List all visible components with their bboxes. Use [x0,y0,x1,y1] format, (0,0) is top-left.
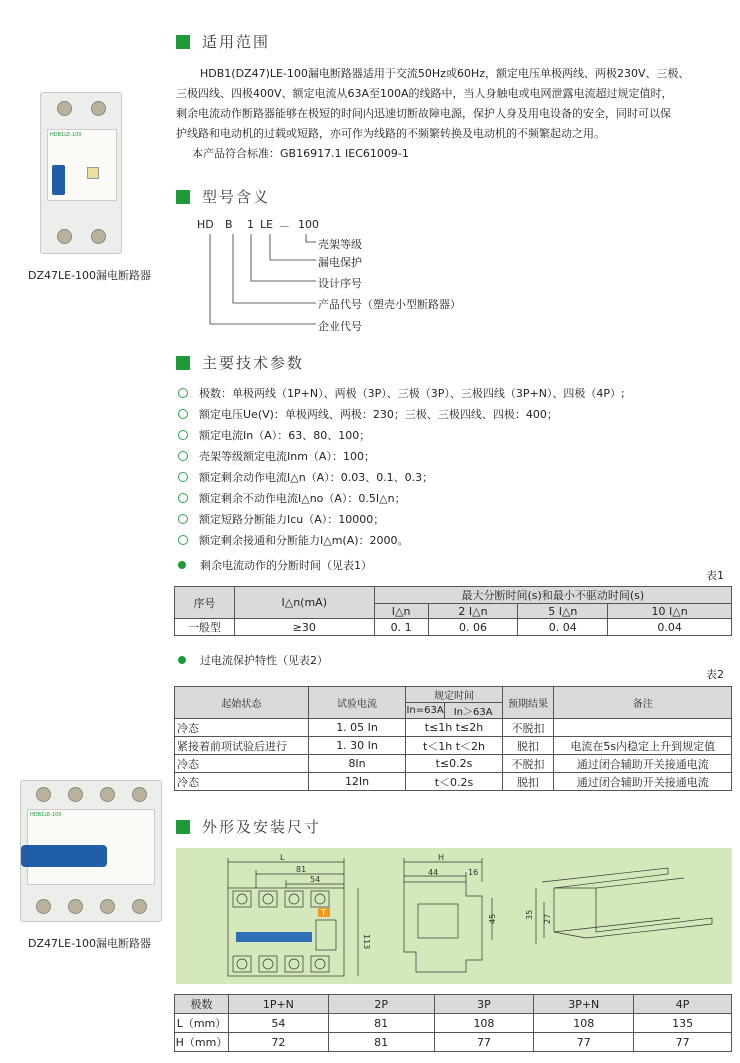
table1-heading: 剩余电流动作的分断时间（见表1） [178,557,372,573]
table1-cell: ≥30 [234,619,374,636]
svg-text:81: 81 [296,865,307,874]
table2-cell: t≤1h t≤2h [406,719,502,737]
table3-cell: 54 [228,1014,328,1033]
operating-handle [52,165,65,195]
code-part-100: 100 [298,218,319,231]
table3-cell: H（mm） [175,1033,229,1052]
meaning-product-code: 产品代号（塑壳小型断路器） [318,298,461,311]
terminal-screws-top [27,787,155,803]
model-code-lines [170,230,330,330]
table1-trip-time [174,586,732,636]
table2-header-time: 规定时间 [406,687,502,703]
table2-cell: 不脱扣 [502,755,554,773]
table2-cell: 冷态 [175,755,309,773]
product-caption-2: DZ47LE-100漏电断路器 [28,937,152,950]
section-marker [176,820,190,834]
table2-header-note: 备注 [554,687,732,719]
scope-line: 护线路和电动机的过载或短路，亦可作为线路的不频繁转换及电动机的不频繁起动之用。 [176,127,605,140]
code-part-dash: － [279,220,290,233]
section-title-params: 主要技术参数 [176,352,304,373]
table2-cell: 脱扣 [502,773,554,791]
param-item: 额定剩余不动作电流I△no（A）：0.5I△n； [178,490,406,506]
operating-handle [21,845,107,867]
scope-line: 三极四线、四极400V、额定电流从63A至100A的线路中，当人身触电或电网泄露电流超过规定值时， [176,87,673,100]
table1-cell: 0. 04 [518,619,608,636]
svg-text:T: T [321,908,326,917]
section-marker [176,356,190,370]
table3-header: 2P [328,995,434,1014]
section-title-scope: 适用范围 [176,31,270,52]
table2-subheader: In=63A [406,703,444,719]
svg-text:44: 44 [428,868,439,877]
din-rail-drawing [536,868,712,944]
handle-bar-drawing [236,932,312,942]
param-item: 额定电流In（A）：63、80、100； [178,427,370,443]
param-item: 额定电压Ue(V)：单极两线、两极：230；三极、三极四线、四极：400； [178,406,558,422]
table1-header-group: 最大分断时间(s)和最小不驱动时间(s) [374,587,731,604]
table1-cell: 一般型 [175,619,235,636]
table2-header-start: 起始状态 [175,687,309,719]
table1-subheader: 2 I△n [428,604,518,619]
side-view-drawing [404,858,492,972]
table2-cell: 1. 30 In [308,737,406,755]
table-row [175,719,732,737]
plate-model-text: HDB1LE-100 [30,812,62,818]
bullet-ring-icon [178,451,188,461]
table2-cell: 冷态 [175,719,309,737]
section-title-dimensions: 外形及安装尺寸 [176,816,321,837]
table2-overcurrent [174,686,732,791]
table3-cell: 108 [534,1014,634,1033]
table1-subheader: 10 I△n [608,604,732,619]
table-row [175,1033,732,1052]
dimension-drawings [176,848,732,984]
section-marker [176,35,190,49]
table3-dimensions [174,994,732,1052]
terminal-screws-bottom [47,229,115,245]
plate-model-text: HDB1LE-100 [50,132,82,138]
dimension-labels [280,853,552,949]
scope-paragraph [176,64,732,164]
table2-cell: 电流在5s内稳定上升到规定值 [554,737,732,755]
param-item: 壳架等级额定电流Inm（A）：100； [178,448,375,464]
table2-cell: 紧接着前项试验后进行 [175,737,309,755]
table1-subheader: 5 I△n [518,604,608,619]
meaning-leakage: 漏电保护 [318,256,362,269]
code-part-b: B [225,218,233,231]
table1-header-seq: 序号 [175,587,235,619]
code-part-le: LE [260,218,274,231]
table2-cell: 1. 05 In [308,719,406,737]
table-row [175,755,732,773]
bullet-ring-icon [178,493,188,503]
terminal-screws-bottom [27,899,155,915]
table2-cell: t≤0.2s [406,755,502,773]
bullet-ring-icon [178,472,188,482]
table2-label: 表2 [706,668,724,681]
product-caption-1: DZ47LE-100漏电断路器 [28,269,152,282]
product-image-2pole [40,92,122,254]
table3-cell: 81 [328,1014,434,1033]
meaning-frame-level: 壳架等级 [318,238,362,251]
svg-text:113: 113 [362,934,371,950]
svg-text:54: 54 [310,875,321,884]
table3-cell: 77 [434,1033,534,1052]
table2-header-result: 预期结果 [502,687,554,719]
table-row [175,773,732,791]
table3-header: 极数 [175,995,229,1014]
param-item: 极数：单极两线（1P+N）、两极（3P）、三极（3P）、三极四线（3P+N）、四极（4P）; [178,385,625,401]
param-item: 额定短路分断能力Icu（A）：10000； [178,511,384,527]
bullet-ring-icon [178,535,188,545]
svg-text:L: L [280,853,285,862]
table3-cell: 108 [434,1014,534,1033]
front-view-drawing [228,858,358,976]
table-row [175,737,732,755]
table2-cell: t＜0.2s [406,773,502,791]
svg-text:45: 45 [488,913,497,924]
table2-cell: 12In [308,773,406,791]
bullet-ring-icon [178,514,188,524]
svg-text:H: H [438,853,445,862]
section-marker [176,190,190,204]
standards-line: 本产品符合标准：GB16917.1 IEC61009-1 [192,147,409,160]
table2-heading: 过电流保护特性（见表2） [178,652,328,668]
code-part-hd: HD [197,218,214,231]
table1-cell: 0. 1 [374,619,428,636]
table3-cell: 72 [228,1033,328,1052]
bullet-ring-icon [178,388,188,398]
table2-cell: 不脱扣 [502,719,554,737]
table3-header: 1P+N [228,995,328,1014]
bullet-dot-icon [178,656,186,664]
table2-cell [554,719,732,737]
terminal-screws-top [47,101,115,117]
table3-cell: 77 [634,1033,732,1052]
scope-line: 剩余电流动作断路器能够在极短的时间内迅速切断故障电源，保护人身及用电设备的安全，同时可以保 [176,107,671,120]
table-row [175,619,732,636]
section-title-model: 型号含义 [176,186,270,207]
scope-line: HDB1(DZ47)LE-100漏电断路器适用于交流50Hz或60Hz，额定电压单极两线、两极230V、三极、 [200,67,690,80]
table2-cell: 通过闭合辅助开关接通电流 [554,773,732,791]
table3-cell: 77 [534,1033,634,1052]
code-part-1: 1 [247,218,254,231]
table1-cell: 0. 06 [428,619,518,636]
table3-header: 4P [634,995,732,1014]
table2-header-current: 试验电流 [308,687,406,719]
svg-text:27: 27 [543,913,552,924]
product-image-3pole [20,780,162,922]
table2-cell: 脱扣 [502,737,554,755]
table1-cell: 0.04 [608,619,732,636]
param-item: 额定剩余接通和分断能力I△m(A)：2000。 [178,532,409,548]
bullet-dot-icon [178,561,186,569]
table2-cell: t＜1h t＜2h [406,737,502,755]
table1-subheader: I△n [374,604,428,619]
table2-cell: 通过闭合辅助开关接通电流 [554,755,732,773]
table-row [175,1014,732,1033]
svg-text:16: 16 [468,868,479,877]
table1-label: 表1 [706,569,724,582]
meaning-company-code: 企业代号 [318,320,362,333]
table3-cell: L（mm） [175,1014,229,1033]
table2-subheader: In＞63A [444,703,502,719]
test-button [87,167,99,179]
dimension-drawing-panel [176,848,732,984]
table3-header: 3P [434,995,534,1014]
svg-text:35: 35 [525,909,534,920]
table3-cell: 81 [328,1033,434,1052]
bullet-ring-icon [178,430,188,440]
table3-cell: 135 [634,1014,732,1033]
table2-cell: 8In [308,755,406,773]
table3-header: 3P+N [534,995,634,1014]
bullet-ring-icon [178,409,188,419]
table1-header-idn: I△n(mA) [234,587,374,619]
table2-cell: 冷态 [175,773,309,791]
param-item: 额定剩余动作电流I△n（A）：0.03、0.1、0.3； [178,469,433,485]
meaning-design-no: 设计序号 [318,277,362,290]
